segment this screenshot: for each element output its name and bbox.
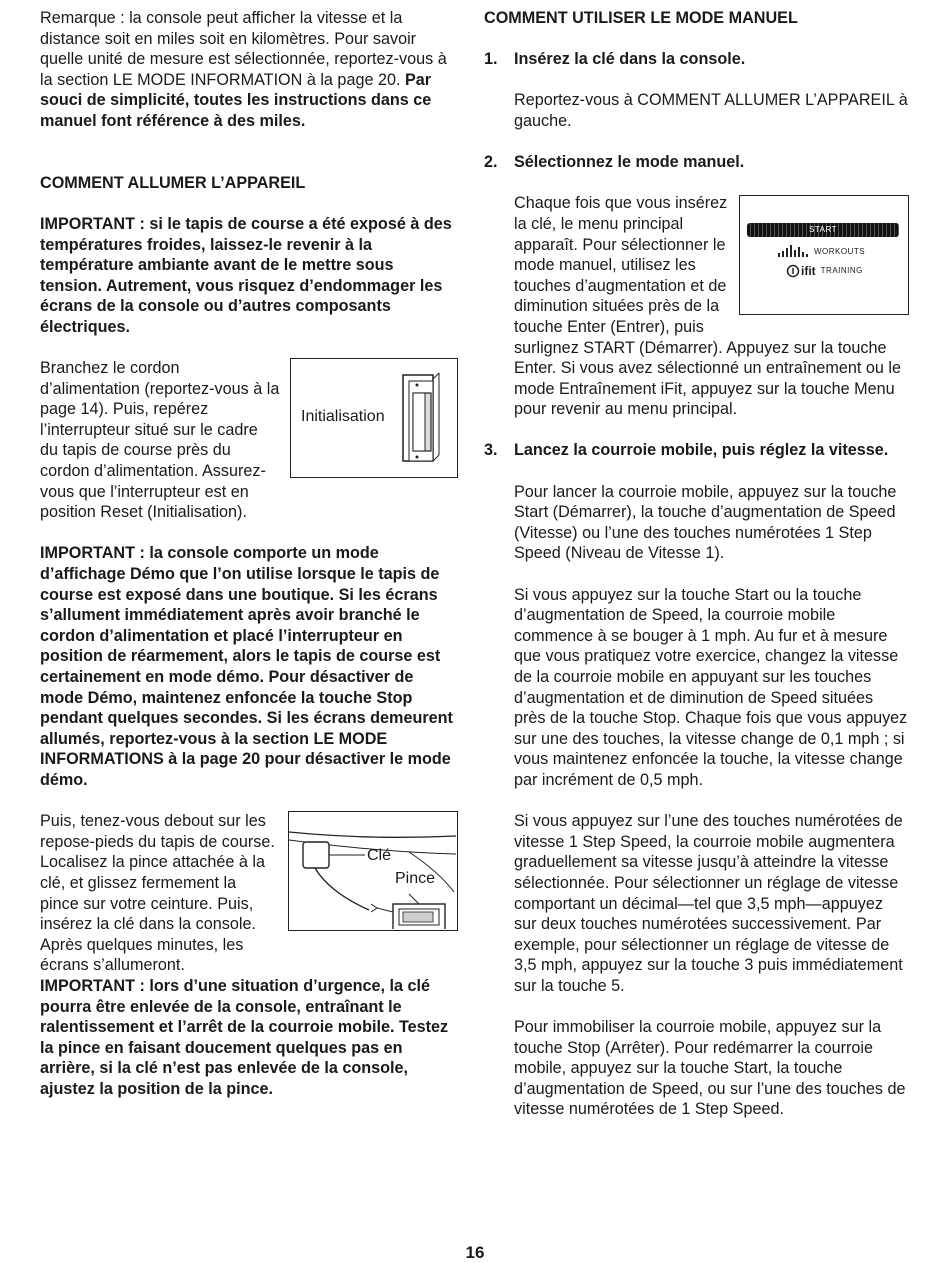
branchez-paragraph: Branchez le cordon d’alimentation (reportez-vous à la page 14). Puis, repérez l’interrupteur situé sur le cadre du tapis de course près du cordon d’alimentation. Assurez-vous que l’interrupteur est en position Reset (Initialisation). xyxy=(40,359,280,522)
screen-start-text: START xyxy=(809,225,837,235)
step-3-paragraph-4: Pour immobiliser la courroie mobile, appuyez sur la touche Stop (Arrêter). Pour redémarrer la courroie mobile, appuyez sur la touche Start, la touche d’augmentation de Speed, ou sur l’une des touches de vitesse numérotées de 1 Step Speed. xyxy=(514,1018,906,1119)
workouts-bars-icon xyxy=(778,245,810,257)
step-3-title: Lancez la courroie mobile, puis réglez la vitesse. xyxy=(514,441,889,460)
heading-manuel: COMMENT UTILISER LE MODE MANUEL xyxy=(484,9,798,27)
right-column xyxy=(484,8,909,1120)
initialisation-label: Initialisation xyxy=(301,408,385,426)
step-2-title: Sélectionnez le mode manuel. xyxy=(514,153,745,172)
step-2-body xyxy=(514,193,909,420)
step-1-text: Reportez-vous à COMMENT ALLUMER L’APPAREIL à gauche. xyxy=(514,91,908,130)
important-demo: IMPORTANT : la console comporte un mode d’affichage Démo que l’on utilise lorsque le tapis de course est exposé dans une boutique. Si les écrans s’allument immédiatement après avoir branché le cordon d’alimentation et placé l’interrupteur en position de réarmement, alors le tapis de course est certainement en mode démo. Pour désactiver de mode Démo, maintenez enfoncée la touche Stop pendant quelques secondes. Si les écrans demeurent allumés, reportez-vous à la section LE MODE INFORMATIONS à la page 20 pour désactiver le mode démo. xyxy=(40,544,453,789)
puis-paragraph: Puis, tenez-vous debout sur les repose-pieds du tapis de course. Localisez la pince attachée à la clé, et glissez fermement la pince sur votre ceinture. Puis, insérez la clé dans la console. Après quelques minutes, les écrans s’allumeront. xyxy=(40,812,275,975)
switch-icon xyxy=(395,369,445,469)
screen-workouts-row: WORKOUTS xyxy=(778,245,865,257)
console-menu-figure xyxy=(739,195,909,315)
step-2-text: Chaque fois que vous insérez la clé, le menu principal apparaît. Pour sélectionner le mode manuel, utilisez les touches d’augmentation et de diminution situées près de la touche Enter (Entrer), puis surlignez START (Démarrer). Appuyez sur la touche Enter. Si vous avez sélectionné un entraînement ou le mode Entraînement iFit, appuyez sur la touche Menu pour revenir au menu principal. xyxy=(514,194,901,419)
step-1-title: Insérez la clé dans la console. xyxy=(514,50,746,69)
screen-ifit-row: ifit TRAINING xyxy=(786,264,863,278)
important-urgence: IMPORTANT : lors d’une situation d’urgence, la clé pourra être enlevée de la console, entraînant le ralentissement et l’arrêt de la courroie mobile. Testez la pince en faisant doucement quelques pas en arrière, si la clé n’est pas enlevée de la console, ajustez la position de la pince. xyxy=(40,976,449,1098)
key-clip-figure xyxy=(288,811,458,931)
step-3-paragraph-3: Si vous appuyez sur l’une des touches numérotées de vitesse 1 Step Speed, la courroie mobile augmentera graduellement sa vitesse jusqu’à atteindre la vitesse sélectionnée. Pour sélectionner un réglage de vitesse comportant un décimal—tel que 3,5 mph—appuyez sur deux touches numérotées successivement. Par exemple, pour sélectionner un réglage de vitesse de 3,5 mph, appuyez sur la touche 3 puis immédiatement sur la touche 5. xyxy=(514,812,903,995)
screen-start-bar xyxy=(747,223,899,237)
page-number: 16 xyxy=(465,1243,485,1262)
left-column xyxy=(40,8,458,1099)
pince-label: Pince xyxy=(395,870,436,888)
step-3-paragraph-1: Pour lancer la courroie mobile, appuyez sur la touche Start (Démarrer), la touche d’augmentation de Speed (Vitesse) ou l’une des touches numérotées 1 Step Speed (Niveau de Vitesse 1). xyxy=(514,482,897,563)
cle-label: Clé xyxy=(367,847,392,865)
step-3-paragraph-2: Si vous appuyez sur la touche Start ou la touche d’augmentation de Speed, la courroie mobile commence à se bouger à 1 mph. Au fur et à mesure que vous pratiquez votre exercice, changez la vitesse de la courroie mobile en appuyant sur les touches d’augmentation et de diminution de Speed situées près de la touche Stop. Chaque fois que vous appuyez sur une des touches, la vitesse change de 0,1 mph ; si vous maintenez enfoncée la touche, la vitesse change par incrément de 0,5 mph. xyxy=(514,585,908,789)
heading-allumer: COMMENT ALLUMER L’APPAREIL xyxy=(40,173,306,192)
important-temperature: IMPORTANT : si le tapis de course a été exposé à des températures froides, laissez-le revenir à la température ambiante avant de le mettre sous tension. Autrement, vous risquez d’endommager les écrans de la console ou d’autres composants électriques. xyxy=(40,214,452,336)
remarque-paragraph: Remarque : la console peut afficher la vitesse et la distance soit en miles soit en kilomètres. Pour savoir quelle unité de mesure est sélectionnée, reportez-vous à la section LE MODE INFORMATION à la page 20. Par souci de simplicité, toutes les instructions dans ce manuel font référence à des miles. xyxy=(40,9,447,130)
step-1: 1. Insérez la clé dans la console. xyxy=(484,49,909,70)
ifit-logo-icon xyxy=(786,264,800,278)
step-2: 2. Sélectionnez le mode manuel. xyxy=(484,152,909,173)
step-3: 3. Lancez la courroie mobile, puis réglez la vitesse. xyxy=(484,440,909,461)
reset-switch-figure xyxy=(290,358,458,478)
